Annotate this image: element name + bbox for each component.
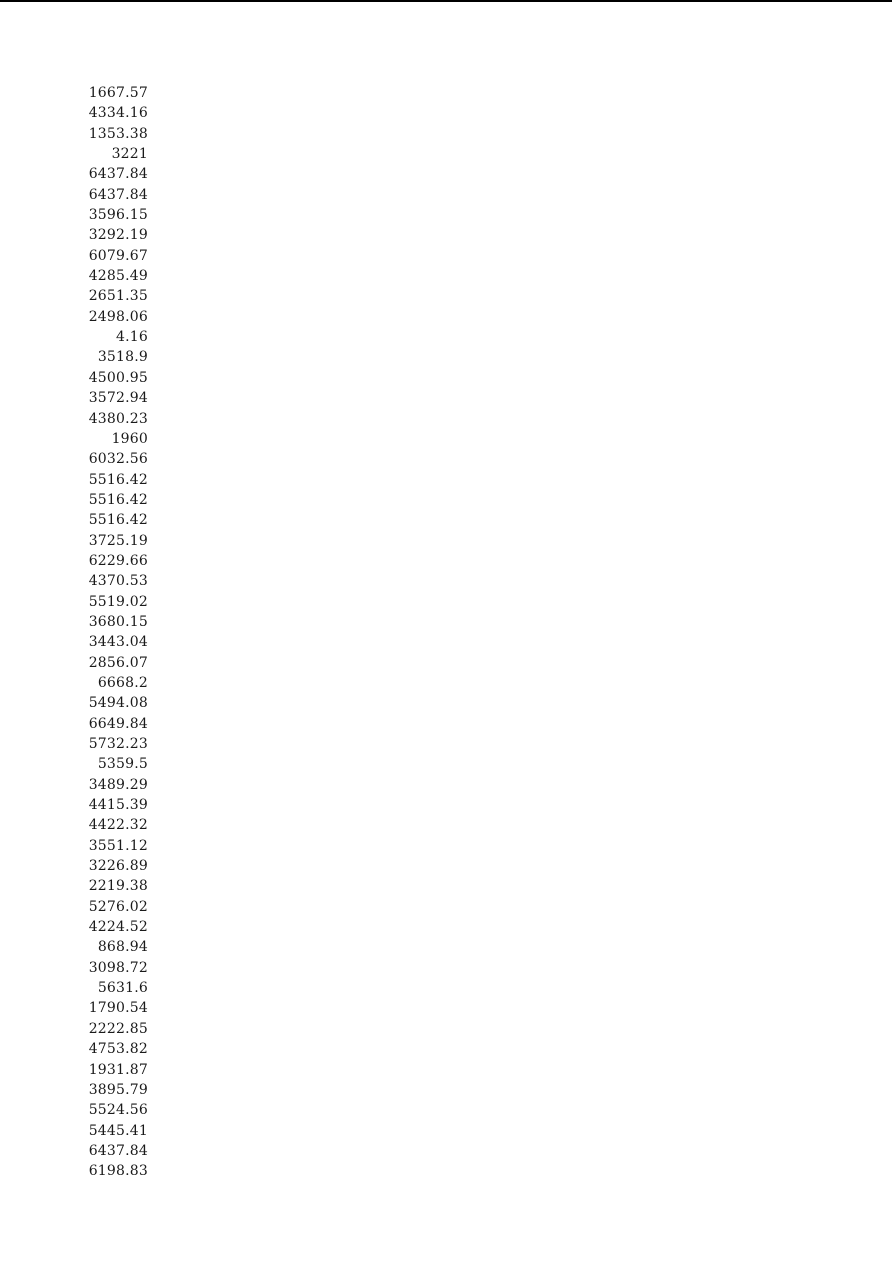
value-cell: 3221 xyxy=(111,146,148,163)
value-cell: 2651.35 xyxy=(88,288,148,305)
value-cell: 3680.15 xyxy=(88,613,148,630)
value-cell: 5445.41 xyxy=(88,1122,148,1139)
value-cell: 6668.2 xyxy=(97,674,148,691)
value-cell: 3098.72 xyxy=(88,959,148,976)
value-cell: 4380.23 xyxy=(88,410,148,427)
value-cell: 3443.04 xyxy=(88,634,148,651)
value-cell: 4415.39 xyxy=(88,797,148,814)
values-column xyxy=(60,83,148,1182)
value-cell: 1353.38 xyxy=(88,125,148,142)
value-cell: 3226.89 xyxy=(88,858,148,875)
value-cell: 2856.07 xyxy=(88,654,148,671)
value-cell: 6437.84 xyxy=(88,186,148,203)
value-cell: 1960 xyxy=(111,430,148,447)
value-cell: 4753.82 xyxy=(88,1041,148,1058)
value-cell: 868.94 xyxy=(97,939,148,956)
value-cell: 1931.87 xyxy=(88,1061,148,1078)
value-cell: 5516.42 xyxy=(88,471,148,488)
value-cell: 4.16 xyxy=(116,329,148,346)
value-cell: 2222.85 xyxy=(88,1020,148,1037)
value-cell: 3572.94 xyxy=(88,390,148,407)
value-cell: 4370.53 xyxy=(88,573,148,590)
value-cell: 2498.06 xyxy=(88,308,148,325)
value-cell: 3551.12 xyxy=(88,837,148,854)
value-cell: 6229.66 xyxy=(88,552,148,569)
value-cell: 3518.9 xyxy=(97,349,148,366)
value-cell: 6649.84 xyxy=(88,715,148,732)
value-cell: 5516.42 xyxy=(88,512,148,529)
value-cell: 6437.84 xyxy=(88,166,148,183)
value-cell: 5516.42 xyxy=(88,491,148,508)
value-cell: 5631.6 xyxy=(97,980,148,997)
value-cell: 1667.57 xyxy=(88,85,148,101)
top-border-line xyxy=(0,0,892,2)
value-cell: 3725.19 xyxy=(88,532,148,549)
value-cell: 4500.95 xyxy=(88,369,148,386)
value-cell: 5494.08 xyxy=(88,695,148,712)
value-cell: 5732.23 xyxy=(88,736,148,752)
value-cell: 6198.83 xyxy=(88,1163,148,1180)
value-cell: 1790.54 xyxy=(88,1000,148,1017)
value-cell: 4334.16 xyxy=(88,105,148,122)
value-cell: 5524.56 xyxy=(88,1102,148,1119)
value-cell: 6437.84 xyxy=(88,1142,148,1159)
value-cell: 5519.02 xyxy=(88,593,148,610)
value-cell: 4422.32 xyxy=(88,817,148,834)
value-cell: 5359.5 xyxy=(97,756,148,773)
value-cell: 2219.38 xyxy=(88,878,148,895)
value-cell: 3489.29 xyxy=(88,776,148,793)
value-cell: 5276.02 xyxy=(88,898,148,915)
value-cell: 4285.49 xyxy=(88,268,148,285)
value-cell: 6032.56 xyxy=(88,451,148,468)
value-cell: 6079.67 xyxy=(88,247,148,264)
value-cell: 3292.19 xyxy=(88,227,148,244)
value-cell: 3596.15 xyxy=(88,207,148,224)
value-cell: 4224.52 xyxy=(88,919,148,936)
value-cell: 3895.79 xyxy=(88,1081,148,1098)
